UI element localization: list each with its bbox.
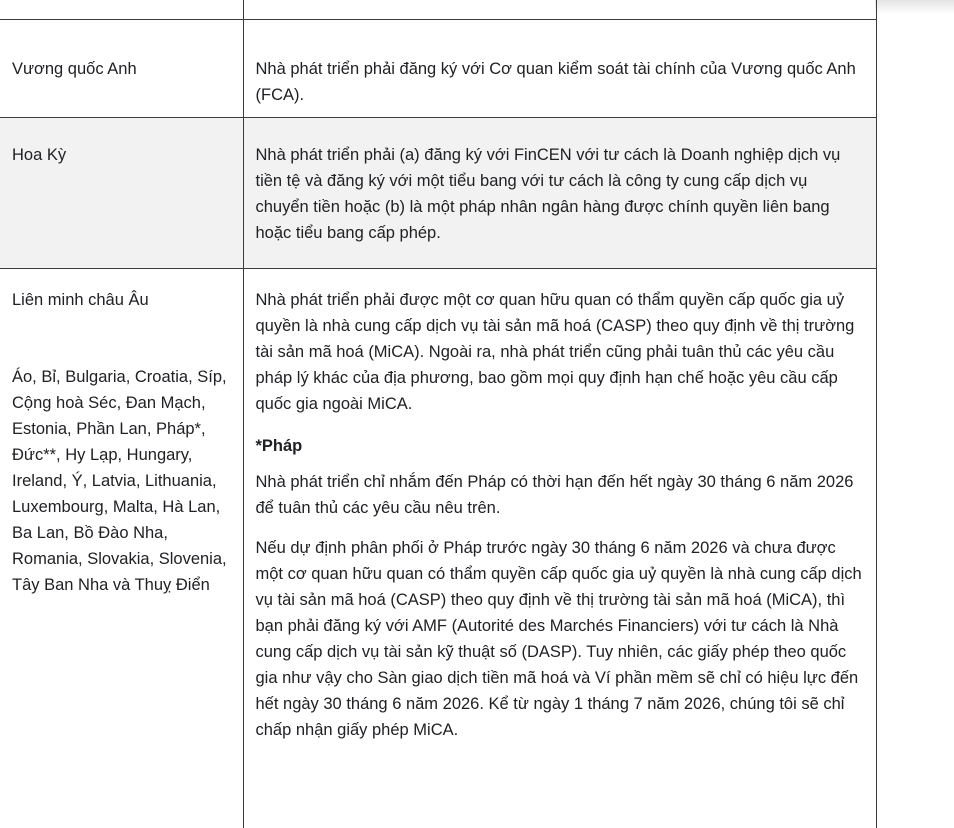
country-name: Vương quốc Anh: [12, 59, 137, 78]
country-cell: [0, 268, 243, 828]
country-name: Liên minh châu Âu: [12, 290, 149, 309]
table-cell: [0, 0, 243, 19]
country-name: Hoa Kỳ: [12, 145, 67, 164]
france-note-heading: *Pháp: [255, 436, 303, 455]
requirement-text: Nhà phát triển phải đăng ký với Cơ quan kiểm soát tài chính của Vương quốc Anh (FCA).: [255, 59, 856, 104]
france-note-paragraph: Nếu dự định phân phối ở Pháp trước ngày 30 tháng 6 năm 2026 và chưa được một cơ quan hữu quan có thẩm quyền cấp quốc gia uỷ quyền là nhà cung cấp dịch vụ tài sản mã hoá (CASP) theo quy định về thị trường tài sản mã hoá (MiCA), thì bạn phải đăng ký với AMF (Autorité des Marchés Financiers) với tư cách là Nhà cung cấp dịch vụ tài sản kỹ thuật số (DASP). Tuy nhiên, các giấy phép theo quốc gia như vậy cho Sàn giao dịch tiền mã hoá và Ví phần mềm sẽ chỉ có hiệu lực đến hết ngày 30 tháng 6 năm 2026. Kể từ ngày 1 tháng 7 năm 2026, chúng tôi sẽ chỉ chấp nhận giấy phép MiCA.: [255, 538, 862, 739]
table-row: [0, 19, 876, 117]
page-top-shadow: [875, 0, 954, 14]
requirement-text: Nhà phát triển phải được một cơ quan hữu quan có thẩm quyền cấp quốc gia uỷ quyền là nhà cung cấp dịch vụ tài sản mã hoá (CASP) theo quy định về thị trường tài sản mã hoá (MiCA). Ngoài ra, nhà phát triển cũng phải tuân thủ các yêu cầu pháp lý khác của địa phương, bao gồm mọi quy định hạn chế hoặc yêu cầu cấp quốc gia ngoài MiCA.: [255, 290, 855, 413]
france-note-paragraph: Nhà phát triển chỉ nhắm đến Pháp có thời hạn đến hết ngày 30 tháng 6 năm 2026 để tuân thủ các yêu cầu nêu trên.: [255, 472, 854, 517]
table-row: [0, 268, 876, 828]
requirement-cell: [243, 117, 876, 268]
requirement-text: Nhà phát triển phải (a) đăng ký với FinCEN với tư cách là Doanh nghiệp dịch vụ tiền tệ và đăng ký với một tiểu bang với tư cách là công ty cung cấp dịch vụ chuyển tiền hoặc (b) là một pháp nhân ngân hàng được chính quyền liên bang hoặc tiểu bang cấp phép.: [255, 145, 841, 242]
table-row: [0, 117, 876, 268]
requirement-cell: [243, 268, 876, 828]
country-cell: [0, 117, 243, 268]
table-cell: [243, 0, 876, 19]
requirement-cell: [243, 19, 876, 117]
country-cell: [0, 19, 243, 117]
table-row-top-partial: [0, 0, 876, 19]
member-states-list: Áo, Bỉ, Bulgaria, Croatia, Síp, Cộng hoà Séc, Đan Mạch, Estonia, Phần Lan, Pháp*, Đức**, Hy Lạp, Hungary, Ireland, Ý, Latvia, Lithuania, Luxembourg, Malta, Hà Lan, Ba Lan, Bồ Đào Nha, Romania, Slovakia, Slovenia, Tây Ban Nha và Thuỵ Điển: [12, 367, 227, 594]
